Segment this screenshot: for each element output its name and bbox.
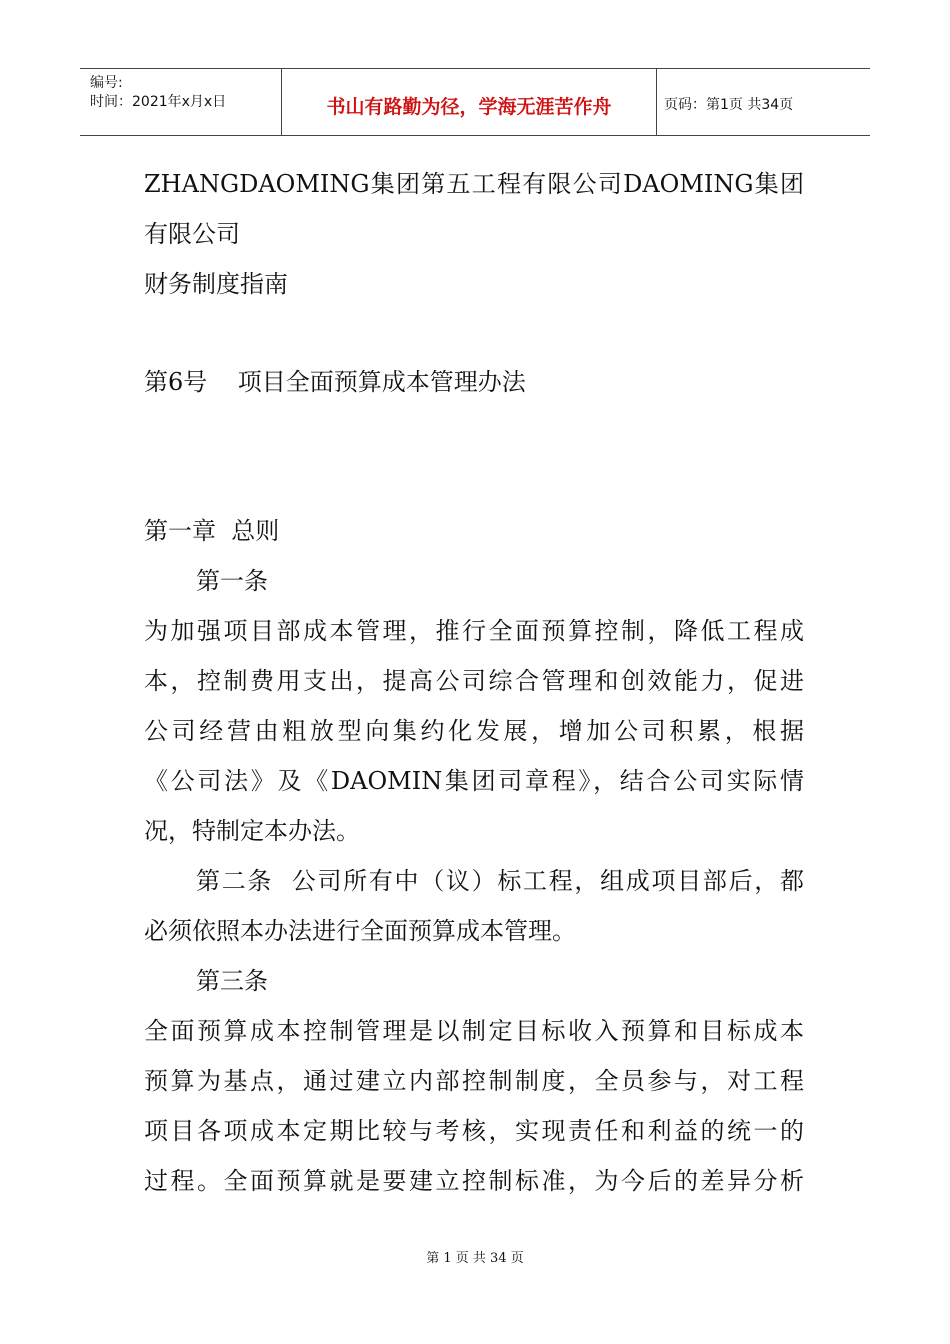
chapter-heading: 第一章 总则 xyxy=(144,517,280,545)
article-1-line: 为加强项目部成本管理，推行全面预算控制，降低工程成 xyxy=(144,617,804,645)
page-footer: 第 1 页 共 34 页 xyxy=(426,1251,524,1266)
article-3-line: 项目各项成本定期比较与考核，实现责任和利益的统一的 xyxy=(144,1117,804,1145)
document-heading: 第6号 项目全面预算成本管理办法 xyxy=(144,368,526,396)
header-motto: 书山有路勤为径，学海无涯苦作舟 xyxy=(326,96,612,118)
header-divider-right xyxy=(656,68,657,136)
header-time-label: 时间：2021年x月x日 xyxy=(90,94,227,110)
article-1-line: 况，特制定本办法。 xyxy=(144,817,360,845)
article-3-line: 过程。全面预算就是要建立控制标准，为今后的差异分析 xyxy=(144,1167,804,1195)
article-3-label: 第三条 xyxy=(196,967,268,995)
header-page-info: 页码：第1页 共34页 xyxy=(664,97,794,113)
article-1-line: 公司经营由粗放型向集约化发展，增加公司积累，根据 xyxy=(144,717,804,745)
document-title-line-1: ZHANGDAOMING集团第五工程有限公司DAOMING集团 xyxy=(144,170,804,198)
header-rule-bottom xyxy=(80,135,870,136)
article-3-line: 预算为基点，通过建立内部控制制度，全员参与，对工程 xyxy=(144,1067,804,1095)
article-3-line: 全面预算成本控制管理是以制定目标收入预算和目标成本 xyxy=(144,1017,804,1045)
article-2-line: 第二条 公司所有中（议）标工程，组成项目部后，都 xyxy=(196,867,804,895)
document-subtitle: 财务制度指南 xyxy=(144,270,288,298)
article-2-line: 必须依照本办法进行全面预算成本管理。 xyxy=(144,917,576,945)
document-title-line-2: 有限公司 xyxy=(144,220,240,248)
article-1-line: 《公司法》及《DAOMIN集团司章程》，结合公司实际情 xyxy=(144,767,804,795)
header-number-label: 编号: xyxy=(90,75,123,91)
header-rule-top xyxy=(80,68,870,69)
article-1-line: 本，控制费用支出，提高公司综合管理和创效能力，促进 xyxy=(144,667,804,695)
article-1-label: 第一条 xyxy=(196,567,268,595)
